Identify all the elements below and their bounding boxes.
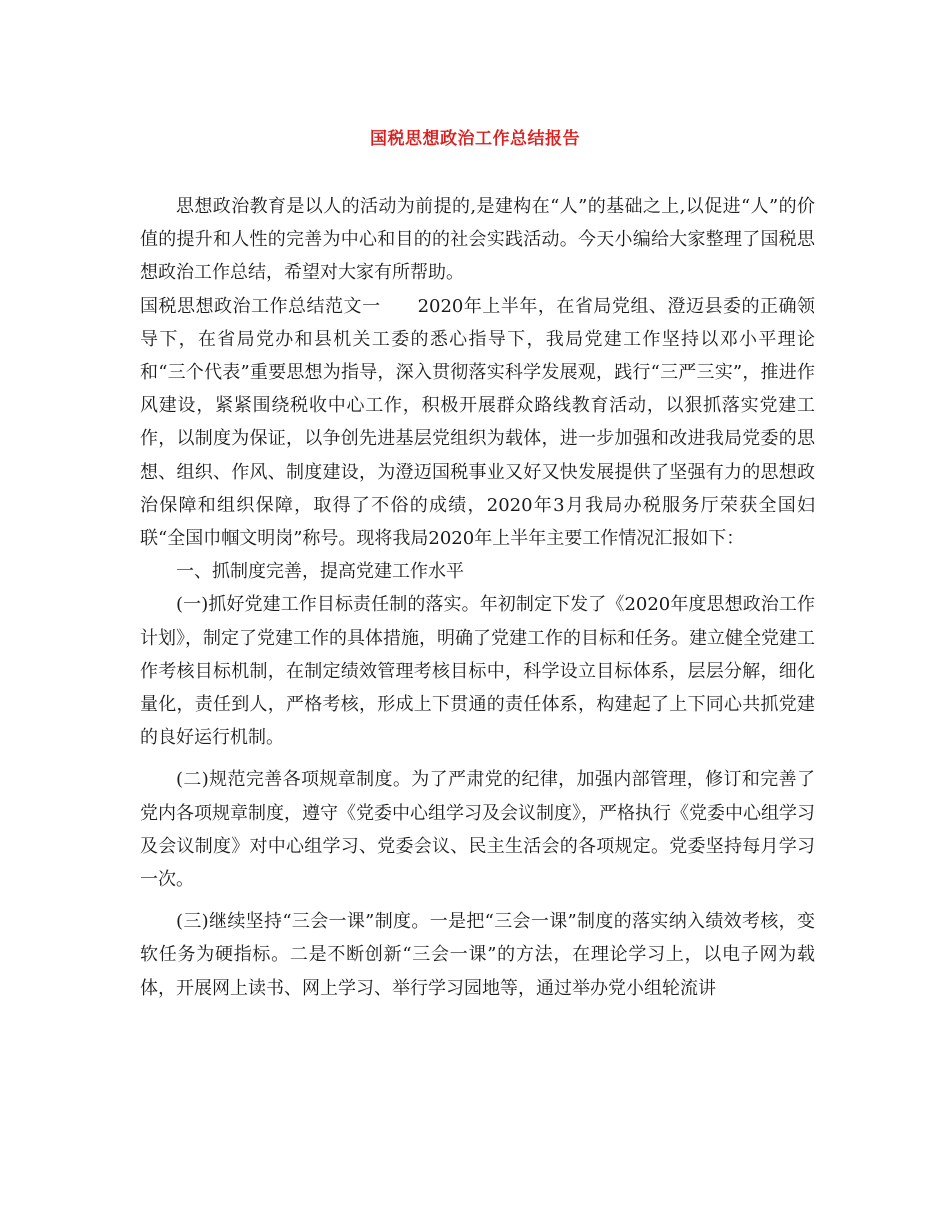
- subsection-two-paragraph: (二)规范完善各项规章制度。为了严肃党的纪律，加强内部管理，修订和完善了党内各项规章制度，遵守《党委中心组学习及会议制度》，严格执行《党委中心组学习及会议制度》对中心组学习、党委会议、民主生活会的各项规定。党委坚持每月学习一次。: [140, 769, 815, 891]
- document-title: 国税思想政治工作总结报告: [370, 129, 580, 149]
- sample-one-paragraph: 国税思想政治工作总结范文一 2020年上半年，在省局党组、澄迈县委的正确领导下，在省局党办和县机关工委的悉心指导下，我局党建工作坚持以邓小平理论和“三个代表”重要思想为指导，深入贯彻落实科学发展观，践行“三严三实”，推进作风建设，紧紧围绕税收中心工作，积极开展群众路线教育活动，以狠抓落实党建工作，以制度为保证，以争创先进基层党组织为载体，进一步加强和改进我局党委的思想、组织、作风、制度建设，为澄迈国税事业又好又快发展提供了坚强有力的思想政治保障和组织保障，取得了不俗的成绩，2020年3月我局办税服务厅荣获全国妇联“全国巾帼文明岗”称号。现将我局2020年上半年主要工作情况汇报如下：: [140, 295, 815, 550]
- intro-paragraph: 思想政治教育是以人的活动为前提的,是建构在“人”的基础之上,以促进“人”的价值的提升和人性的完善为中心和目的的社会实践活动。今天小编给大家整理了国税思想政治工作总结，希望对大家有所帮助。: [140, 196, 815, 284]
- document-body: [140, 190, 815, 1005]
- section-heading-one: 一、抓制度完善，提高党建工作水平: [176, 561, 464, 583]
- subsection-three-paragraph: (三)继续坚持“三会一课”制度。一是把“三会一课”制度的落实纳入绩效考核，变软任务为硬指标。二是不断创新“三会一课”的方法，在理论学习上，以电子网为载体，开展网上读书、网上学习、举行学习园地等，通过举办党小组轮流讲: [140, 911, 815, 999]
- subsection-one-paragraph: (一)抓好党建工作目标责任制的落实。年初制定下发了《2020年度思想政治工作计划》，制定了党建工作的具体措施，明确了党建工作的目标和任务。建立健全党建工作考核目标机制，在制定绩效管理考核目标中，科学设立目标体系，层层分解，细化量化，责任到人，严格考核，形成上下贯通的责任体系，构建起了上下同心共抓党建的良好运行机制。: [140, 594, 815, 749]
